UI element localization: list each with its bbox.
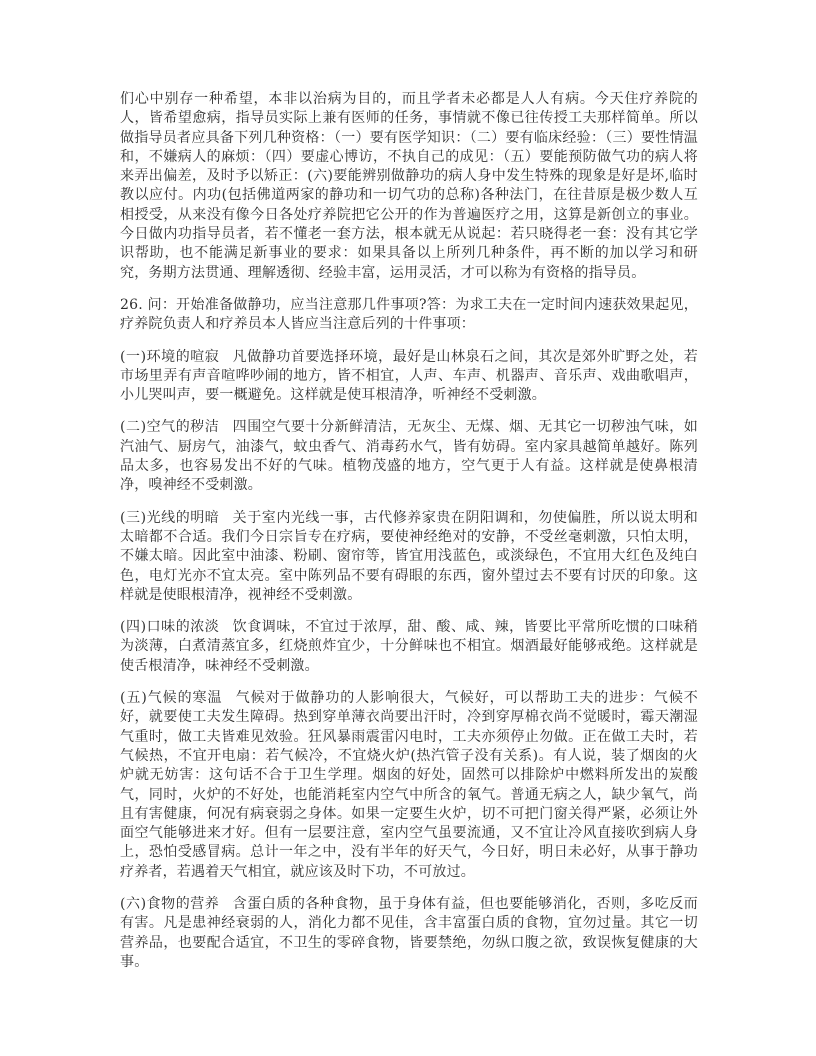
item-3-heading: (三)光线的明暗 xyxy=(120,509,220,526)
item-2-body: 四围空气要十分新鲜清洁，无灰尘、无煤、烟、无其它一切秽浊气味，如汽油气、厨房气，油漆气，蚊虫香气、消毒药水气，皆有妨碍。室内家具越简单越好。陈列品太多，也容易发出不好的气味。植物茂盛的地方，空气更于人有益。这样就是使鼻根清净，嗅神经不受刺激。 xyxy=(120,419,698,494)
item-1-body: 凡做静功首要选择环境，最好是山林泉石之间，其次是郊外旷野之处，若市场里弄有声音喧哗吵闹的地方，皆不相宜，人声、车声、机器声、音乐声、戏曲歌唱声，小儿哭叫声，要一概避免。这样就是使耳根清净，听神经不受刺激。 xyxy=(120,348,698,404)
item-6-body: 含蛋白质的各种食物，虽于身体有益，但也要能够消化，否则，多吃反而有害。凡是患神经衰弱的人，消化力都不见佳，含丰富蛋白质的食物，宜勿过量。其它一切营养品，也要配合适宜，不卫生的零碎食物，皆要禁绝，勿纵口腹之欲，致误恢复健康的大事。 xyxy=(120,895,698,970)
paragraph-intro: 们心中别存一种希望，本非以治病为目的，而且学者未必都是人人有病。今天住疗养院的人，皆希望愈病，指导员实际上兼有医师的任务，事情就不像已往传授工夫那样简单。所以做指导员者应具备下列几种资格：（一）要有医学知识：（二）要有临床经验：（三）要性情温和，不嫌病人的麻烦：（四）要虚心博访，不执自己的成见：（五）要能预防做气功的病人将来弄出偏差，及时予以矫正：(六)要能辨别做静功的病人身中发生特殊的现象是好是坏,临时教以应付。内功(包括佛道两家的静功和一切气功的总称)各种法门，在往昔原是极少数人互相授受，从来没有像今日各处疗养院把它公开的作为普遍医疗之用，这算是新创立的事业。今日做内功指导员者，若不懂老一套方法，根本就无从说起：若只晓得老一套：没有其它学识帮助，也不能满足新事业的要求：如果具备以上所列几种条件，再不断的加以学习和研究，务期方法贯通、理解透彻、经验丰富，运用灵活，才可以称为有资格的指导员。 xyxy=(120,91,698,281)
paragraph-question-26: 26. 问：开始准备做静功，应当注意那几件事项?答：为求工夫在一定时间内速获效果起见，疗养院负责人和疗养员本人皆应当注意后列的十件事项： xyxy=(120,296,698,333)
item-4-heading: (四)口味的浓淡 xyxy=(120,619,220,636)
item-2-heading: (二)空气的秽洁 xyxy=(120,419,220,436)
section-item-6 xyxy=(120,895,698,972)
item-3-body: 关于室内光线一事，古代修养家贵在阴阳调和，勿使偏胜，所以说太明和太暗都不合适。我们今日宗旨专在疗病，要使神经绝对的安静，不受丝毫刺激，只怕太明，不嫌太暗。因此室中油漆、粉刷、窗帘等，皆宜用浅蓝色，或淡绿色，不宜用大红色及纯白色，电灯光亦不宜太亮。室中陈列品不要有碍眼的东西，窗外望过去不要有讨厌的印象。这样就是使眼根清净，视神经不受刺激。 xyxy=(120,509,698,603)
item-6-heading: (六)食物的营养 xyxy=(120,895,220,912)
section-item-5 xyxy=(120,689,698,882)
document-content xyxy=(120,90,698,985)
section-item-4 xyxy=(120,618,698,676)
section-item-3 xyxy=(120,509,698,605)
item-4-body: 饮食调味，不宜过于浓厚，甜、酸、咸、辣，皆要比平常所吃惯的口味稍为淡薄，白煮清蒸宜多，红烧煎炸宜少，十分鲜味也不相宜。烟酒最好能够戒绝。这样就是使舌根清净，味神经不受刺激。 xyxy=(120,619,698,674)
section-item-2 xyxy=(120,418,698,495)
section-item-1 xyxy=(120,348,698,406)
item-5-body: 气候对于做静功的人影响很大，气候好，可以帮助工夫的进步：气候不好，就要使工夫发生障碍。热到穿单薄衣尚要出汗时，冷到穿厚棉衣尚不觉暖时，霉天潮湿气重时，做工夫皆难见效验。狂风暴雨震雷闪电时，工夫亦须停止勿做。正在做工夫时，若气候热，不宜开电扇：若气候冷，不宜烧火炉(热汽管子没有关系)。有人说，装了烟囱的火炉就无妨害：这句话不合于卫生学理。烟囱的好处，固然可以排除炉中燃料所发出的炭酸气，同时，火炉的不好处，也能消耗室内空气中所含的氧气。普通无病之人，缺少氧气，尚且有害健康，何况有病衰弱之身体。如果一定要生火炉，切不可把门窗关得严紧，必须让外面空气能够进来才好。但有一层要注意，室内空气虽要流通，又不宜让冷风直接吹到病人身上，恐怕受感冒病。总计一年之中，没有半年的好天气，今日好，明日未必好，从事于静功疗养者，若遇着天气相宜，就应该及时下功，不可放过。 xyxy=(120,690,698,880)
item-5-heading: (五)气候的寒温 xyxy=(120,690,223,707)
item-1-heading: (一)环境的喧寂 xyxy=(120,348,220,365)
